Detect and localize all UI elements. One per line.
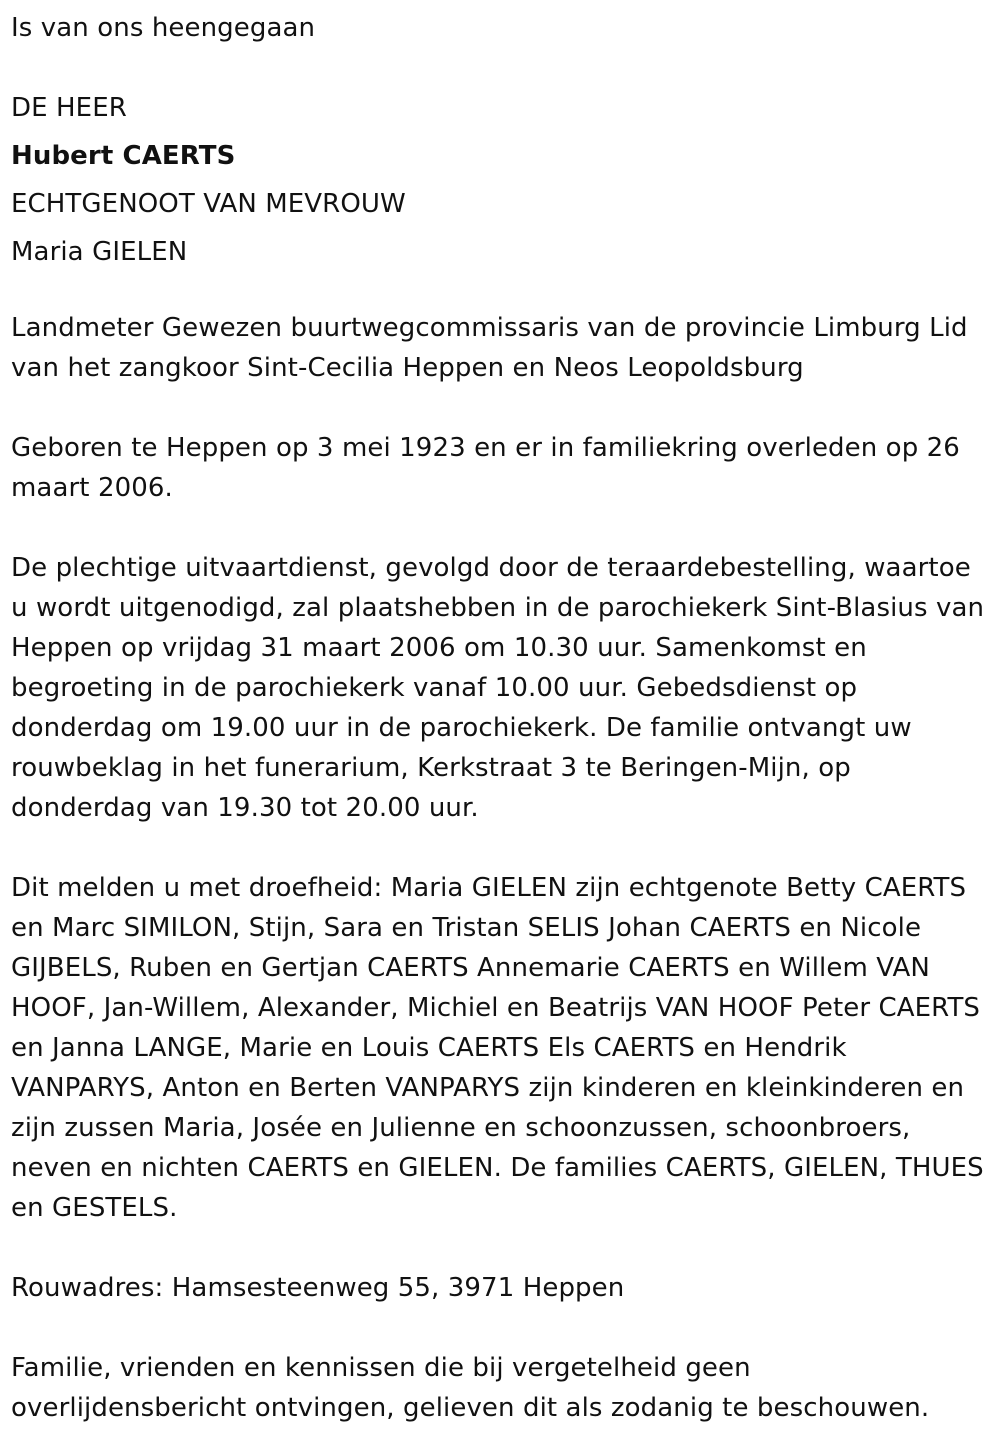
funeral-paragraph: De plechtige uitvaartdienst, gevolgd door de teraardebestelling, waartoe u wordt uitgenodigd, zal plaatshebben in de parochiekerk Sint-Blasius van Heppen op vrijdag 31 maart 2006 om 10.30 uur. Samenkomst en begroeting in de parochiekerk vanaf 10.00 uur. Gebedsdienst op donderdag om 19.00 uur in de parochiekerk. De familie ontvangt uw rouwbeklag in het funerarium, Kerkstraat 3 te Beringen-Mijn, op donderdag van 19.30 tot 20.00 uur. [11,553,985,823]
birth-death-paragraph: Geboren te Heppen op 3 mei 1923 en er in familiekring overleden op 26 maart 2006. [11,433,960,503]
closing-paragraph: Familie, vrienden en kennissen die bij vergetelheid geen overlijdensbericht ontvingen, gelieven dit als zodanig te beschouwen. [11,1353,930,1423]
spouse-label: ECHTGENOOT VAN MEVROUW [11,189,406,219]
spouse-name: Maria GIELEN [11,237,188,267]
honorific-title: DE HEER [11,93,127,123]
occupation-paragraph: Landmeter Gewezen buurtwegcommissaris van de provincie Limburg Lid van het zangkoor Sint-Cecilia Heppen en Neos Leopoldsburg [11,313,968,383]
family-paragraph: Dit melden u met droefheid: Maria GIELEN zijn echtgenote Betty CAERTS en Marc SIMILON, Stijn, Sara en Tristan SELIS Johan CAERTS en Nicole GIJBELS, Ruben en Gertjan CAERTS Annemarie CAERTS en Willem VAN HOOF, Jan-Willem, Alexander, Michiel en Beatrijs VAN HOOF Peter CAERTS en Janna LANGE, Marie en Louis CAERTS Els CAERTS en Hendrik VANPARYS, Anton en Berten VANPARYS zijn kinderen en kleinkinderen en zijn zussen Maria, Josée en Julienne en schoonzussen, schoonbroers, neven en nichten CAERTS en GIELEN. De families CAERTS, GIELEN, THUES en GESTELS. [11,873,984,1223]
mourning-address: Rouwadres: Hamsesteenweg 55, 3971 Heppen [11,1273,625,1303]
deceased-name: Hubert CAERTS [11,141,236,171]
intro-text: Is van ons heengegaan [11,13,316,43]
